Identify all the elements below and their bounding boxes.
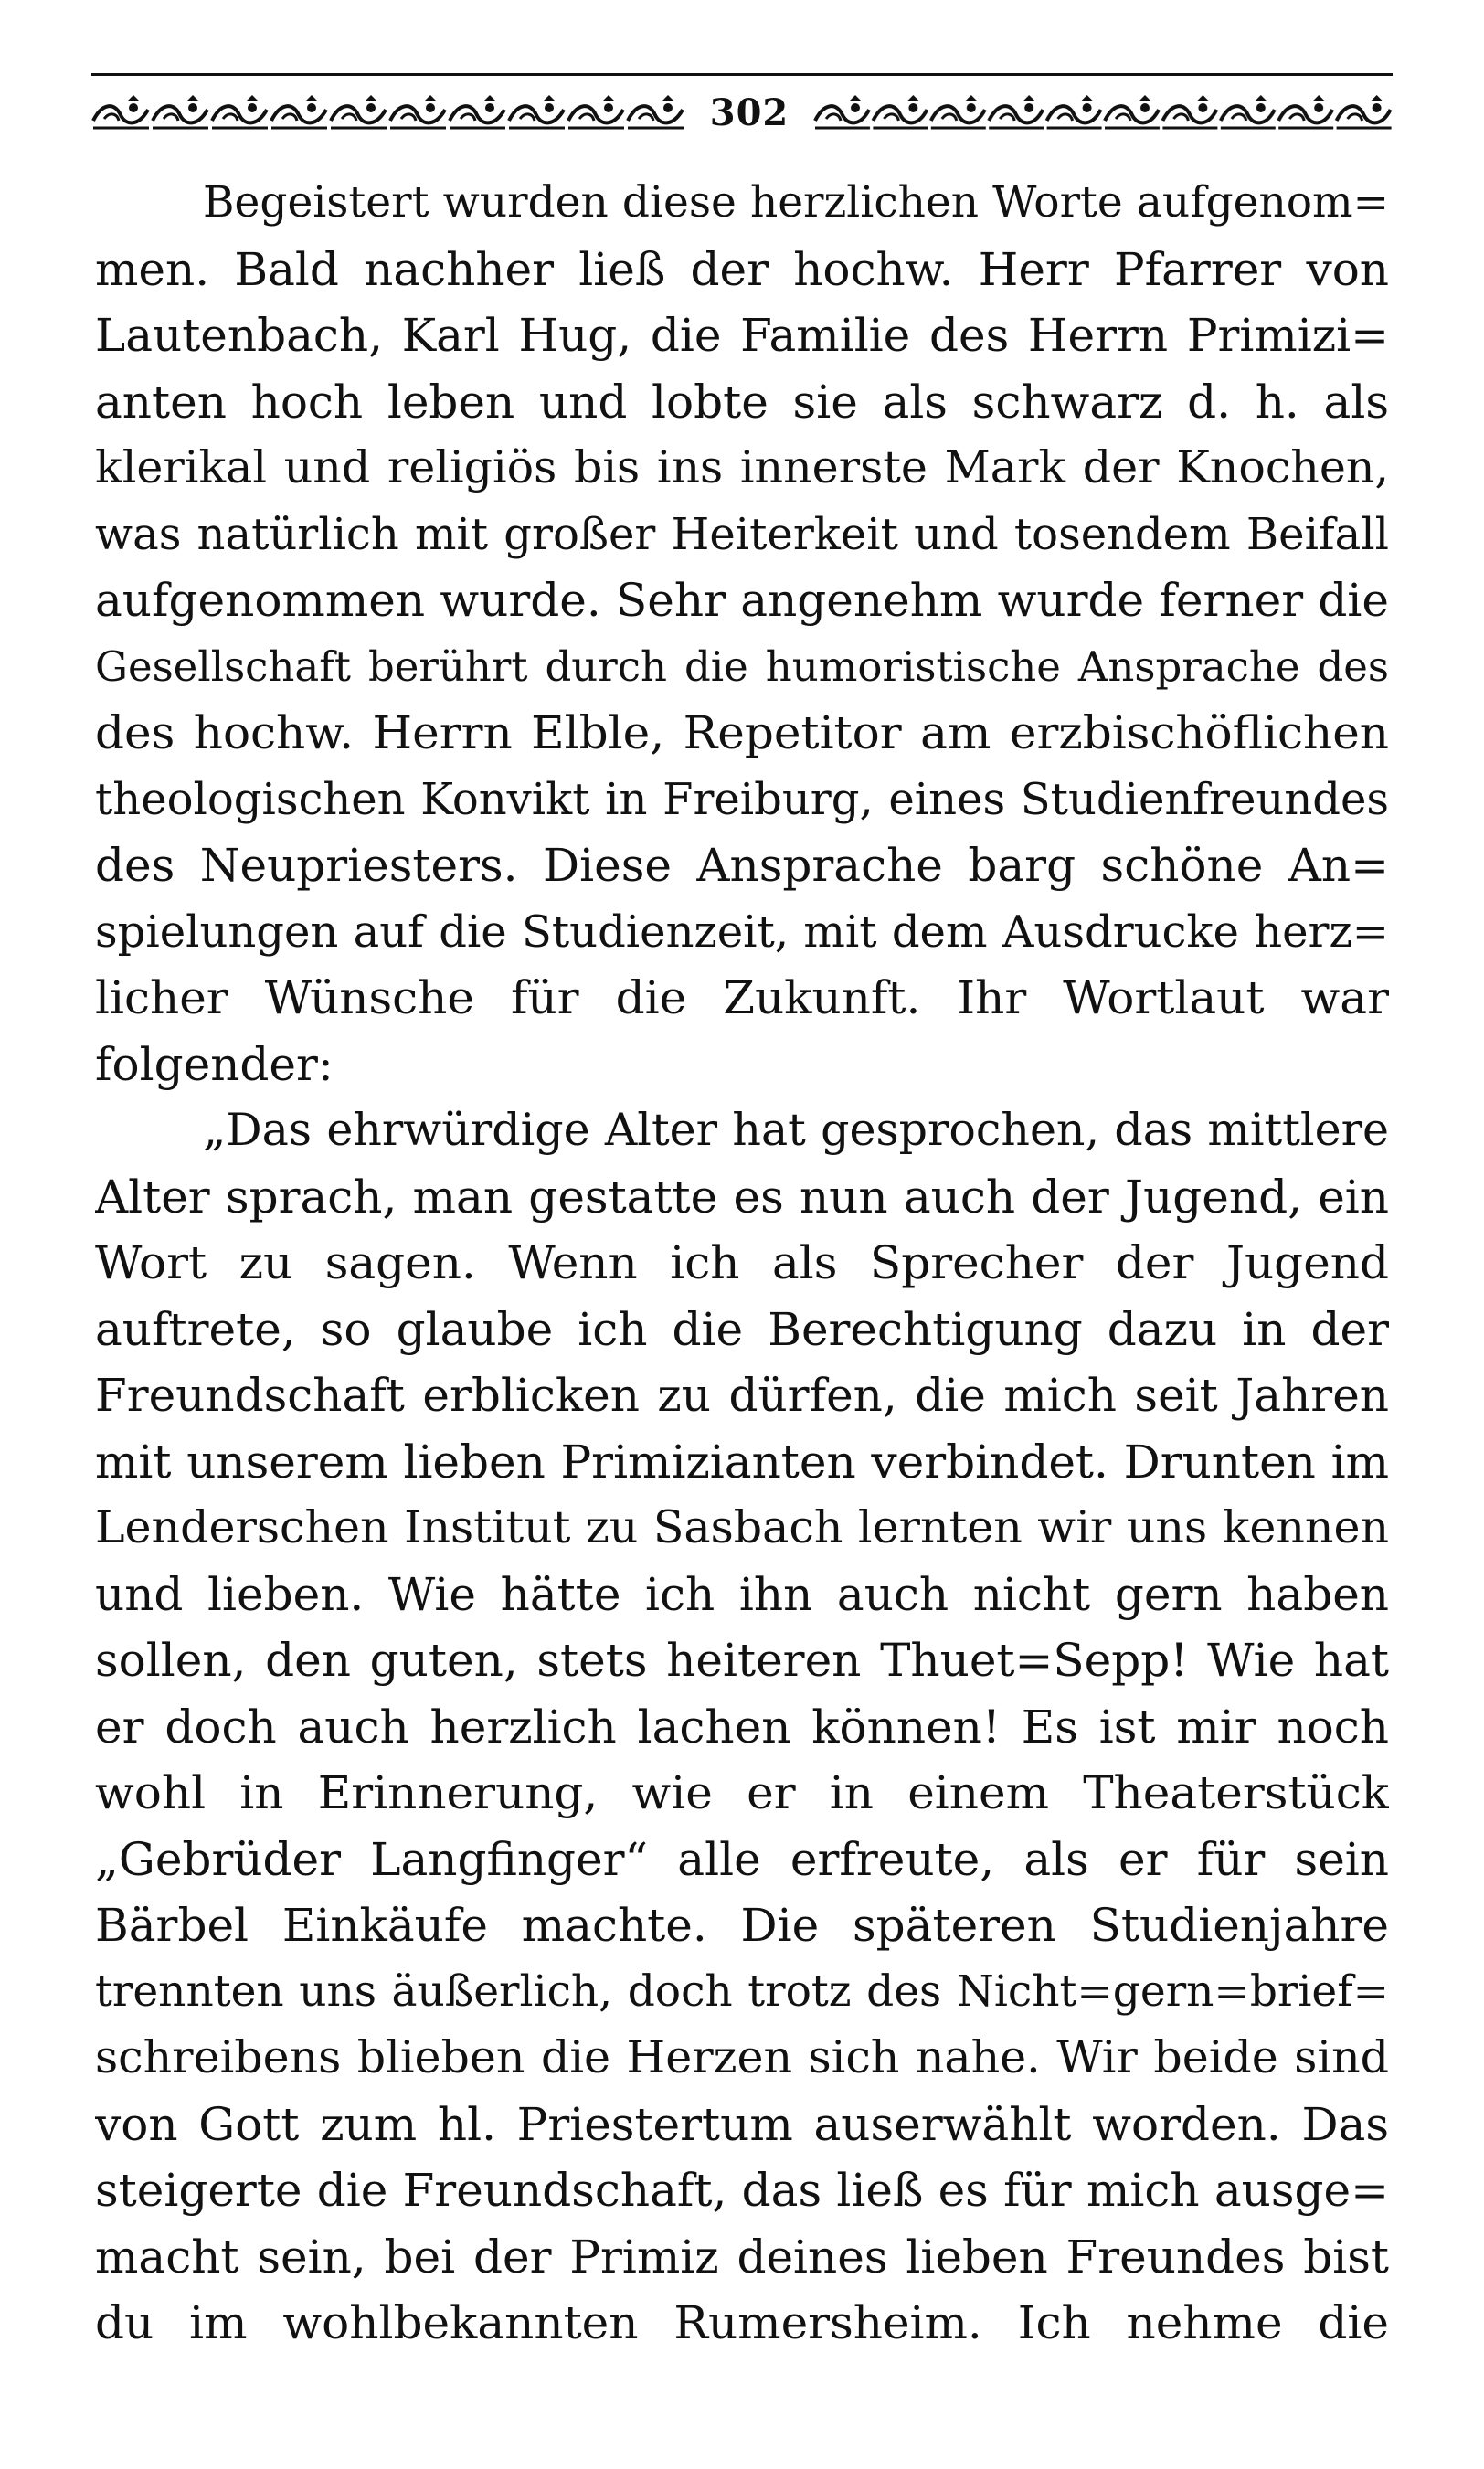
text-line: spielungen auf die Studienzeit, mit dem Ausdrucke herz= [95, 906, 1389, 958]
text-line: „Gebrüder Langfinger“ alle erfreute, als er für sein [95, 1832, 1389, 1886]
text-line: und lieben. Wie hätte ich ihn auch nicht gern haben [95, 1567, 1389, 1621]
text-line: macht sein, bei der Primiz deines lieben Freundes bist [95, 2230, 1389, 2284]
text-line: men. Bald nachher ließ der hochw. Herr Pfarrer von [95, 242, 1389, 296]
text-line: mit unserem lieben Primizianten verbindet. Drunten im [95, 1435, 1389, 1489]
text-line: aufgenommen wurde. Sehr angenehm wurde ferner die [95, 574, 1389, 627]
text-line: Lautenbach, Karl Hug, die Familie des Herrn Primizi= [95, 309, 1389, 362]
text-line: von Gott zum hl. Priestertum auserwählt worden. Das [95, 2097, 1389, 2151]
text-line: Begeistert wurden diese herzlichen Worte aufgenom= [203, 177, 1389, 228]
text-line: Gesellschaft berührt durch die humoristische Ansprache des [95, 641, 1389, 691]
header-rule [91, 73, 1393, 76]
page-number: 302 [709, 91, 790, 134]
ornament-border-left-icon [91, 93, 685, 133]
text-line: auftrete, so glaube ich die Berechtigung dazu in der [95, 1302, 1389, 1356]
text-line: Wort zu sagen. Wenn ich als Sprecher der Jugend [95, 1236, 1389, 1289]
ornament-border-right-icon [813, 93, 1393, 133]
text-line: trennten uns äußerlich, doch trotz des Nicht=gern=brief= [95, 1966, 1389, 2017]
text-line: klerikal und religiös bis ins innerste Mark der Knochen, [95, 441, 1389, 493]
text-line: anten hoch leben und lobte sie als schwarz d. h. als [95, 375, 1389, 429]
text-line: wohl in Erinnerung, wie er in einem Theaterstück [95, 1766, 1389, 1819]
body-text [95, 170, 1389, 2357]
text-line: sollen, den guten, stets heiteren Thuet=Sepp! Wie hat [95, 1634, 1389, 1687]
text-line: er doch auch herzlich lachen können! Es ist mir noch [95, 1700, 1389, 1754]
text-line: Alter sprach, man gestatte es nun auch der Jugend, ein [95, 1170, 1389, 1224]
text-line: des hochw. Herrn Elble, Repetitor am erzbischöflichen [95, 706, 1389, 759]
page-header [91, 66, 1393, 139]
text-line: du im wohlbekannten Rumersheim. Ich nehme die [95, 2296, 1389, 2349]
text-line: „Das ehrwürdige Alter hat gesprochen, das mittlere [203, 1104, 1389, 1156]
text-line: was natürlich mit großer Heiterkeit und tosendem Beifall [95, 508, 1389, 560]
text-line: theologischen Konvikt in Freiburg, eines Studienfreundes [95, 773, 1389, 825]
text-line: schreibens blieben die Herzen sich nahe. Wir beide sind [95, 2031, 1389, 2083]
text-line: Freundschaft erblicken zu dürfen, die mich seit Jahren [95, 1369, 1389, 1422]
text-line: licher Wünsche für die Zukunft. Ihr Wortlaut war [95, 971, 1389, 1024]
text-line: steigerte die Freundschaft, das ließ es für mich ausge= [95, 2164, 1389, 2217]
text-line: folgender: [95, 1037, 334, 1091]
text-line: des Neupriesters. Diese Ansprache barg schöne An= [95, 839, 1389, 892]
text-line: Lenderschen Institut zu Sasbach lernten wir uns kennen [95, 1501, 1389, 1553]
text-line: Bärbel Einkäufe machte. Die späteren Studienjahre [95, 1899, 1389, 1952]
